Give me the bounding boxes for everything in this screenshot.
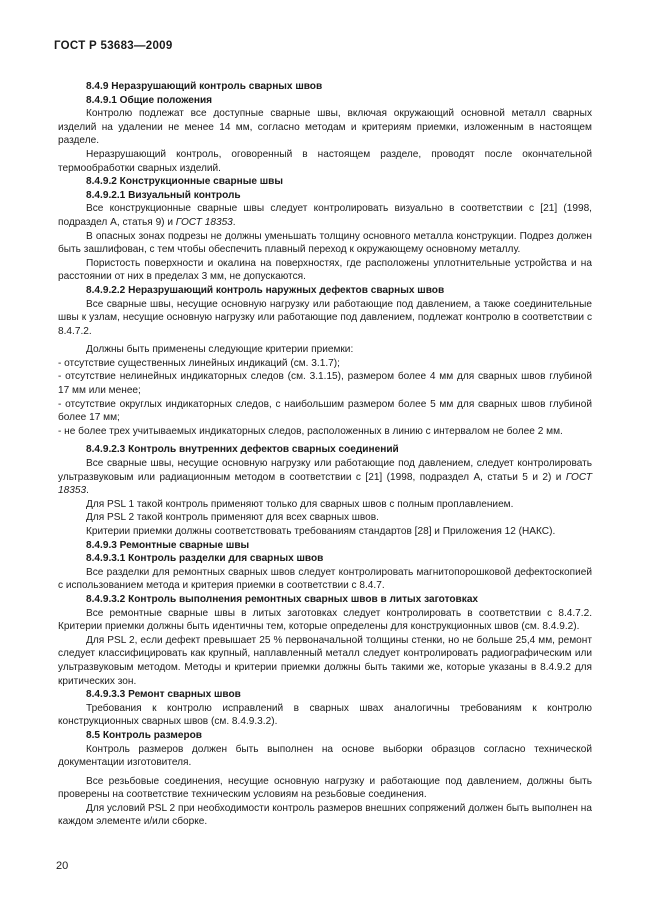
paragraph: Для PSL 2, если дефект превышает 25 % первоначальной толщины стенки, но не больше 25,4 мм, ремонт следует классифицировать как крупный, наплавленный металл следует контролировать радиографическим или ультразвуковым методом. Методы и критерии приемки должны быть такими же, которые указаны в 8.4.9.2 для критических зон. [58, 634, 592, 687]
section-heading-8-4-9-3-3: 8.4.9.3.3 Ремонт сварных швов [86, 689, 241, 701]
paragraph: В опасных зонах подрезы не должны уменьшать толщину основного металла конструкции. Подрез должен быть зашлифован, с тем чтобы обеспечить плавный переход к окружающему основному металлу. [58, 230, 592, 256]
page-number: 20 [56, 860, 69, 872]
section-heading-8-4-9-3-1: 8.4.9.3.1 Контроль разделки для сварных швов [86, 553, 324, 565]
paragraph-text: . [86, 485, 89, 497]
paragraph: Все ремонтные сварные швы в литых заготовках следует контролировать в соответствии с 8.4.7.2. Критерии приемки должны быть идентичны тем, которые определены для конструкционных швов (см. 8.4.9.2). [58, 607, 592, 633]
paragraph: Для PSL 1 такой контроль применяют только для сварных швов с полным проплавлением. [86, 498, 514, 510]
section-heading-8-4-9: 8.4.9 Неразрушающий контроль сварных швов [86, 81, 323, 92]
paragraph [58, 457, 592, 498]
paragraph: Все резьбовые соединения, несущие основную нагрузку и работающие под давлением, должны быть проверены на соответствие техническим условиям на резьбовые соединения. [58, 775, 592, 801]
paragraph: Пористость поверхности и окалина на поверхностях, где расположены уплотнительные устройства и на расстоянии от них в пределах 3 мм, не допускаются. [58, 257, 592, 283]
standard-reference: ГОСТ 18353 [58, 471, 592, 497]
paragraph-text: . [232, 216, 236, 228]
paragraph: Для условий PSL 2 при необходимости контроль размеров внешних сопряжений должен быть выполнен на каждом элементе и/или сборке. [58, 802, 592, 828]
paragraph: Все сварные швы, несущие основную нагрузку или работающие под давлением, а также соединительные швы к узлам, несущие основную нагрузку или работающие под давлением, подлежат контролю в соответствии с 8.4.7.2. [58, 298, 592, 337]
list-item: - отсутствие нелинейных индикаторных следов (см. 3.1.15), размером более 4 мм для сварных швов глубиной 17 мм или менее; [58, 371, 592, 397]
list-item: - отсутствие округлых индикаторных следов, с наибольшим размером более 5 мм для сварных швов глубиной более 17 мм; [58, 398, 592, 424]
list-item: - не более трех учитываемых индикаторных следов, расположенных в линию с интервалом не более 2 мм. [58, 425, 563, 437]
section-heading-8-4-9-2: 8.4.9.2 Конструкционные сварные швы [86, 176, 283, 188]
paragraph-text: Все конструкционные сварные швы следует контролировать визуально в соответствии с [21] (1998, подраздел А, статья 9) и [58, 203, 592, 228]
paragraph: Все разделки для ремонтных сварных швов следует контролировать магнитопорошковой дефектоскопией с использованием метода и критерия приемки в соответствии с 8.4.7. [58, 566, 592, 592]
paragraph-text: Все сварные швы, несущие основную нагрузку или работающие под давлением, следует контролировать ультразвуковым или радиационным методом в соответствии с [21] (1998, подраздел А, статьи 5 и 2) и [58, 458, 592, 483]
standard-reference: ГОСТ 18353 [175, 216, 233, 228]
document-header: ГОСТ Р 53683—2009 [54, 40, 173, 52]
section-heading-8-4-9-2-1: 8.4.9.2.1 Визуальный контроль [86, 189, 241, 201]
paragraph: Критерии приемки должны соответствовать требованиям стандартов [28] и Приложения 12 (НАКС). [86, 526, 556, 537]
section-heading-8-4-9-1: 8.4.9.1 Общие положения [86, 94, 213, 106]
document-body [58, 80, 592, 829]
paragraph [58, 202, 592, 229]
section-heading-8-4-9-3-2: 8.4.9.3.2 Контроль выполнения ремонтных сварных швов в литых заготовках [86, 593, 479, 605]
section-heading-8-4-9-2-3: 8.4.9.2.3 Контроль внутренних дефектов сварных соединений [86, 444, 399, 456]
paragraph: Для PSL 2 такой контроль применяют для всех сварных швов. [86, 512, 379, 524]
paragraph: Контролю подлежат все доступные сварные швы, включая окружающий основной металл сварных изделий на удалении не менее 14 мм, согласно методам и критериям приемки, изложенным в настоящем разделе. [58, 108, 592, 147]
paragraph: Неразрушающий контроль, оговоренный в настоящем разделе, проводят после окончательной термообработки сварных изделий. [58, 148, 592, 174]
section-heading-8-4-9-2-2: 8.4.9.2.2 Неразрушающий контроль наружных дефектов сварных швов [86, 284, 445, 296]
section-heading-8-5: 8.5 Контроль размеров [86, 729, 202, 741]
list-item: - отсутствие существенных линейных индикаций (см. 3.1.7); [58, 357, 340, 369]
paragraph: Должны быть применены следующие критерии приемки: [86, 344, 354, 356]
section-heading-8-4-9-3: 8.4.9.3 Ремонтные сварные швы [86, 539, 250, 551]
paragraph: Требования к контролю исправлений в сварных швах аналогичны требованиям к контролю конструкционных сварных швов (см. 8.4.9.3.2). [58, 702, 592, 728]
paragraph: Контроль размеров должен быть выполнен на основе выборки образцов согласно технической документации изготовителя. [58, 743, 592, 769]
